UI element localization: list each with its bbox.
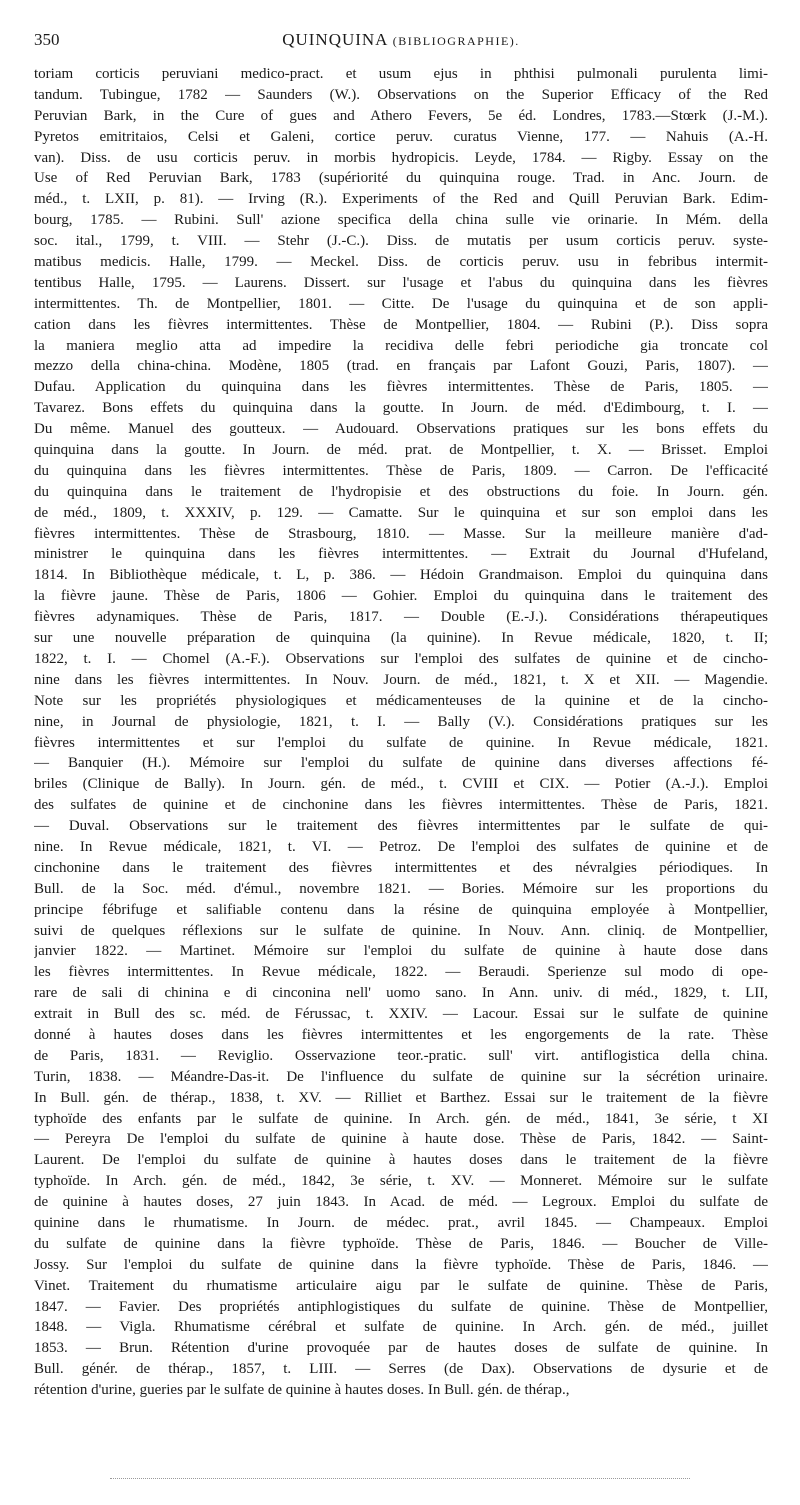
text-line: méd., t. LXII, p. 81). — Irving (R.). Experiments of the Red and Quill Peruvian Bark. Edim- xyxy=(34,191,768,208)
text-line: Bull. génér. de thérap., 1857, t. LIII. — Serres (de Dax). Observations de dysurie et de xyxy=(34,1361,768,1378)
text-line: 1853. — Brun. Rétention d'urine provoquée par de hautes doses de sulfate de quinine. In xyxy=(34,1340,768,1357)
text-line: Turin, 1838. — Méandre-Das-it. De l'influence du sulfate de quinine sur la sécrétion urinaire. xyxy=(34,1068,768,1085)
text-line: Vinet. Traitement du rhumatisme articulaire aigu par le sulfate de quinine. Thèse de Paris, xyxy=(34,1277,768,1294)
running-title-main: QUINQUINA xyxy=(282,30,388,49)
text-line: Laurent. De l'emploi du sulfate de quinine à hautes doses dans le traitement de la fièvre xyxy=(34,1152,768,1169)
text-line: du quinquina dans le traitement de l'hydropisie et des obstructions du foie. In Journ. gén. xyxy=(34,483,768,500)
text-line: nine dans les fièvres intermittentes. In Nouv. Journ. de méd., 1821, t. X et XII. — Magendie. xyxy=(34,671,768,688)
text-line: 1848. — Vigla. Rhumatisme cérébral et sulfate de quinine. In Arch. gén. de méd., juillet xyxy=(34,1319,768,1336)
page-header xyxy=(34,30,768,54)
text-line: quinquina dans la goutte. In Journ. de méd. prat. de Montpellier, t. X. — Brisset. Emploi xyxy=(34,442,768,459)
text-line: briles (Clinique de Bally). In Journ. gén. de méd., t. CVIII et CIX. — Potier (A.-J.). Emploi xyxy=(34,776,768,793)
text-line: suivi de quelques réflexions sur le sulfate de quinine. In Nouv. Ann. cliniq. de Montpellier, xyxy=(34,922,768,939)
text-line: nine, in Journal de physiologie, 1821, t. I. — Bally (V.). Considérations pratiques sur les xyxy=(34,713,768,730)
text-line: toriam corticis peruviani medico-pract. et usum ejus in phthisi pulmonali purulenta limi- xyxy=(34,66,768,82)
text-line: ministrer le quinquina dans les fièvres intermittentes. — Extrait du Journal d'Hufeland, xyxy=(34,546,768,563)
footer-rule xyxy=(110,1478,690,1479)
text-line: du sulfate de quinine dans la fièvre typhoïde. Thèse de Paris, 1846. — Boucher de Ville- xyxy=(34,1235,768,1252)
text-line: les fièvres intermittentes. In Revue médicale, 1822. — Beraudi. Sperienze sul modo di ope- xyxy=(34,964,768,981)
text-line: Bull. de la Soc. méd. d'émul., novembre 1821. — Bories. Mémoire sur les proportions du xyxy=(34,880,768,897)
text-line: cinchonine dans le traitement des fièvres intermittentes et des névralgies périodiques. In xyxy=(34,859,768,876)
text-line: Du même. Manuel des goutteux. — Audouard. Observations pratiques sur les bons effets du xyxy=(34,421,768,438)
text-line: nine. In Revue médicale, 1821, t. VI. — Petroz. De l'emploi des sulfates de quinine et de xyxy=(34,838,768,855)
text-line: des sulfates de quinine et de cinchonine dans les fièvres intermittentes. Thèse de Paris, 1821. xyxy=(34,797,768,814)
text-line: Peruvian Bark, in the Cure of gues and Athero Fevers, 5e éd. Londres, 1783.—Stœrk (J.-M.). xyxy=(34,107,768,124)
text-line: Jossy. Sur l'emploi du sulfate de quinine dans la fièvre typhoïde. Thèse de Paris, 1846. — xyxy=(34,1256,768,1273)
text-line: intermittentes. Th. de Montpellier, 1801. — Citte. De l'usage du quinquina et de son appli- xyxy=(34,295,768,312)
text-line: 1814. In Bibliothèque médicale, t. L, p. 386. — Hédoin Grandmaison. Emploi du quinquina dans xyxy=(34,567,768,584)
text-line: — Duval. Observations sur le traitement des fièvres intermittentes par le sulfate de qui- xyxy=(34,818,768,835)
text-line: Dufau. Application du quinquina dans les fièvres intermittentes. Thèse de Paris, 1805. — xyxy=(34,379,768,396)
running-title xyxy=(34,30,768,50)
text-line: typhoïde. In Arch. gén. de méd., 1842, 3e série, t. XV. — Monneret. Mémoire sur le sulfate xyxy=(34,1173,768,1190)
text-line: du quinquina dans les fièvres intermittentes. Thèse de Paris, 1809. — Carron. De l'efficacité xyxy=(34,462,768,479)
text-line: In Bull. gén. de thérap., 1838, t. XV. — Rilliet et Barthez. Essai sur le traitement de la fièvre xyxy=(34,1089,768,1106)
text-line: typhoïde des enfants par le sulfate de quinine. In Arch. gén. de méd., 1841, 3e série, t XI xyxy=(34,1110,768,1127)
text-line: soc. ital., 1799, t. VIII. — Stehr (J.-C.). Diss. de mutatis per usum corticis peruv. syste- xyxy=(34,233,768,250)
bibliography-text xyxy=(34,64,768,1401)
text-line: mezzo della china-china. Modène, 1805 (trad. en français par Lafont Gouzi, Paris, 1807). — xyxy=(34,358,768,375)
text-line: la maniera meglio atta ad impedire la recidiva delle febri periodiche gia troncate col xyxy=(34,337,768,354)
text-line: principe fébrifuge et salifiable contenu dans la résine de quinquina employée à Montpellier, xyxy=(34,901,768,918)
text-line: tentibus Halle, 1795. — Laurens. Dissert. sur l'usage et l'abus du quinquina dans les fièvres xyxy=(34,274,768,291)
text-line: Tavarez. Bons effets du quinquina dans la goutte. In Journ. de méd. d'Edimbourg, t. I. — xyxy=(34,400,768,417)
text-line: la fièvre jaune. Thèse de Paris, 1806 — Gohier. Emploi du quinquina dans le traitement des xyxy=(34,588,768,605)
text-line: sur une nouvelle préparation de quinquina (la quinine). In Revue médicale, 1820, t. II; xyxy=(34,630,768,647)
page-number: 350 xyxy=(34,30,60,49)
text-line: — Pereyra De l'emploi du sulfate de quinine à haute dose. Thèse de Paris, 1842. — Saint- xyxy=(34,1131,768,1148)
text-line: donné à hautes doses dans les fièvres intermittentes et les engorgements de la rate. Thèse xyxy=(34,1026,768,1043)
text-line: rare de sali di chinina e di cinconina nell' uomo sano. In Ann. univ. di méd., 1829, t. LII, xyxy=(34,985,768,1002)
text-line: fièvres intermittentes et sur l'emploi du sulfate de quinine. In Revue médicale, 1821. xyxy=(34,734,768,751)
text-line: van). Diss. de usu corticis peruv. in morbis hydropicis. Leyde, 1784. — Rigby. Essay on the xyxy=(34,149,768,166)
text-line: 1847. — Favier. Des propriétés antiphlogistiques du sulfate de quinine. Thèse de Montpellier, xyxy=(34,1298,768,1315)
text-line: cation dans les fièvres intermittentes. Thèse de Montpellier, 1804. — Rubini (P.). Diss sopra xyxy=(34,316,768,333)
text-line: de Paris, 1831. — Reviglio. Osservazione teor.-pratic. sull' virt. antiflogistica della china. xyxy=(34,1047,768,1064)
text-line: Pyretos emitritaios, Celsi et Galeni, cortice peruv. curatus Vienne, 177. — Nahuis (A.-H. xyxy=(34,128,768,145)
text-line: janvier 1822. — Martinet. Mémoire sur l'emploi du sulfate de quinine à haute dose dans xyxy=(34,943,768,960)
text-line: Use of Red Peruvian Bark, 1783 (supériorité du quinquina rouge. Trad. in Anc. Journ. de xyxy=(34,170,768,187)
text-line: de quinine à hautes doses, 27 juin 1843. In Acad. de méd. — Legroux. Emploi du sulfate de xyxy=(34,1194,768,1211)
text-line: extrait in Bull des sc. méd. de Férussac, t. XXIV. — Lacour. Essai sur le sulfate de quinine xyxy=(34,1006,768,1023)
text-line: matibus medicis. Halle, 1799. — Meckel. Diss. de corticis peruv. usu in febribus intermit- xyxy=(34,254,768,271)
text-line: 1822, t. I. — Chomel (A.-F.). Observations sur l'emploi des sulfates de quinine et de cincho- xyxy=(34,650,768,667)
text-line: Note sur les propriétés physiologiques et médicamenteuses de la quinine et de la cincho- xyxy=(34,692,768,709)
text-line: — Banquier (H.). Mémoire sur l'emploi du sulfate de quinine dans diverses affections fé- xyxy=(34,755,768,772)
running-title-subtitle: (BIBLIOGRAPHIE). xyxy=(392,34,520,48)
text-line: tandum. Tubingue, 1782 — Saunders (W.). Observations on the Superior Efficacy of the Red xyxy=(34,86,768,103)
text-line: quinine dans le rhumatisme. In Journ. de médec. prat., avril 1845. — Champeaux. Emploi xyxy=(34,1214,768,1231)
text-line: rétention d'urine, gueries par le sulfate de quinine à hautes doses. In Bull. gén. de thérap., xyxy=(34,1382,570,1399)
text-line: de méd., 1809, t. XXXIV, p. 129. — Camatte. Sur le quinquina et sur son emploi dans les xyxy=(34,504,768,521)
text-line: bourg, 1785. — Rubini. Sull' azione specifica della china sulle vie orinarie. In Mém. della xyxy=(34,212,768,229)
text-line: fièvres intermittentes. Thèse de Strasbourg, 1810. — Masse. Sur la meilleure manière d'ad- xyxy=(34,525,768,542)
text-line: fièvres adynamiques. Thèse de Paris, 1817. — Double (E.-J.). Considérations thérapeutiques xyxy=(34,609,768,626)
